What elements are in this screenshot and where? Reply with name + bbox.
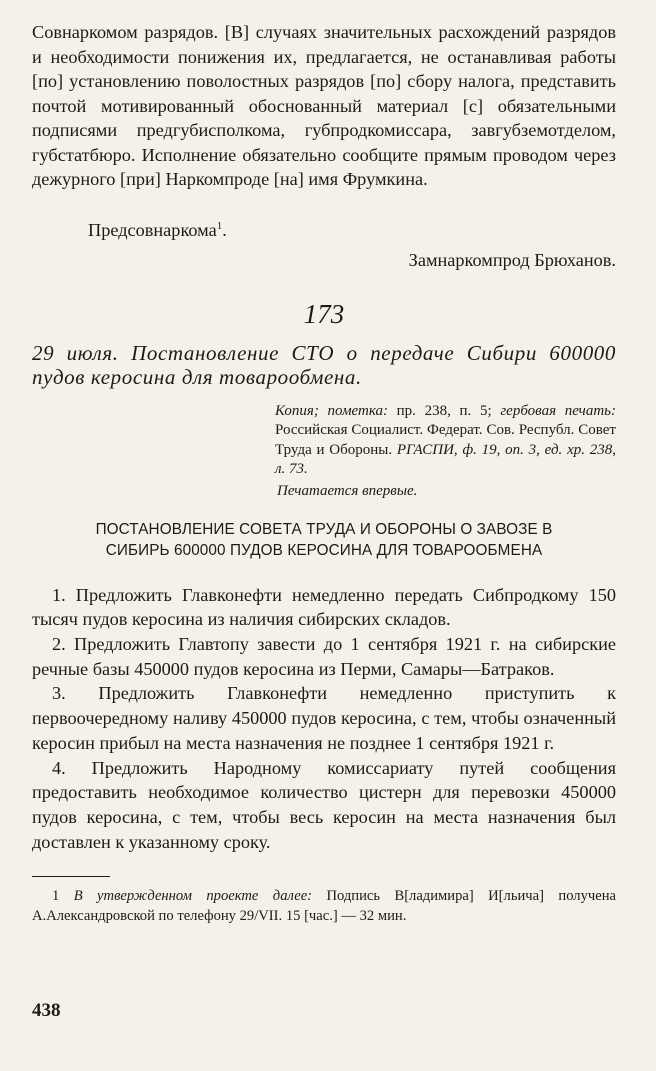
document-heading: 29 июля. Постановление СТО о передаче Сибири 600000 пудов керосина для товарообмена.: [32, 340, 616, 389]
document-title: [32, 519, 616, 562]
signature-chairman-text: Предсовнаркома: [88, 219, 217, 240]
archive-note-part5: РГАСПИ, ф. 19, оп. 3, ед. хр. 238, л. 73.: [275, 441, 616, 478]
document-number: 173: [303, 298, 345, 329]
resolution-items: [32, 583, 616, 855]
footnote-divider: [32, 876, 110, 877]
archive-note: [275, 402, 616, 480]
published-note: Печатается впервые.: [277, 482, 418, 499]
footnote-italic: В утвержденном проекте далее:: [73, 888, 313, 905]
signature-chairman-end: .: [222, 219, 227, 240]
intro-paragraph: Совнаркомом разрядов. [В] случаях значительных расхождений разрядов и необходимости понижения их, предлагается, не останавливая работы [по] установлению поволостных разрядов [по] сбору налога, представить почтой мотивированный обоснованный материал [с] обязательными подписями предгубисполкома, губпродкомиссара, завгубземотделом, губстатбюро. Исполнение обязательно сообщите прямым проводом через дежурного [при] Наркомпроде [на] имя Фрумкина.: [32, 22, 616, 189]
page-number: 438: [32, 1000, 61, 1021]
archive-note-part2: пр. 238, п. 5;: [396, 402, 501, 419]
signature-deputy: Замнаркомпрод Брюханов.: [408, 250, 616, 271]
document-title-line1: ПОСТАНОВЛЕНИЕ СОВЕТА ТРУДА И ОБОРОНЫ О ЗАВОЗЕ В: [95, 520, 553, 538]
resolution-item: 1. Предложить Главконефти немедленно передать Сибпродкому 150 тысяч пудов керосина из наличия сибирских складов.: [32, 584, 616, 630]
footnote-number: 1: [52, 888, 60, 905]
archive-note-part4: Российская Социалист. Федерат. Сов. Республ. Совет Труда и Обороны.: [275, 422, 616, 458]
resolution-item: 3. Предложить Главконефти немедленно приступить к первоочередному наливу 450000 пудов керосина, с тем, чтобы означенный керосин прибыл на места назначения не позднее 1 сентября 1921 г.: [32, 683, 616, 753]
archive-note-part1: Копия; пометка:: [275, 402, 397, 419]
footnote-mark: 1: [216, 219, 223, 232]
archive-note-part3: гербовая печать:: [500, 402, 616, 419]
page: [32, 20, 616, 926]
resolution-item: 4. Предложить Народному комиссариату путей сообщения предоставить необходимое количество цистерн для перевозки 450000 пудов керосина, с тем, чтобы весь керосин на места назначения был доставлен к указанному сроку.: [32, 757, 616, 852]
signature-chairman: [32, 214, 616, 243]
footnote-text: Подпись В[ладимира] И[льича] получена А.Александровской по телефону 29/VII. 15 [час.] — 32 мин.: [32, 888, 616, 924]
document-title-line2: СИБИРЬ 600000 ПУДОВ КЕРОСИНА ДЛЯ ТОВАРООБМЕНА: [105, 542, 543, 560]
resolution-item: 2. Предложить Главтопу завести до 1 сентября 1921 г. на сибирские речные базы 450000 пудов керосина из Перми, Самары—Батраков.: [32, 634, 616, 679]
footnote: [32, 887, 616, 926]
